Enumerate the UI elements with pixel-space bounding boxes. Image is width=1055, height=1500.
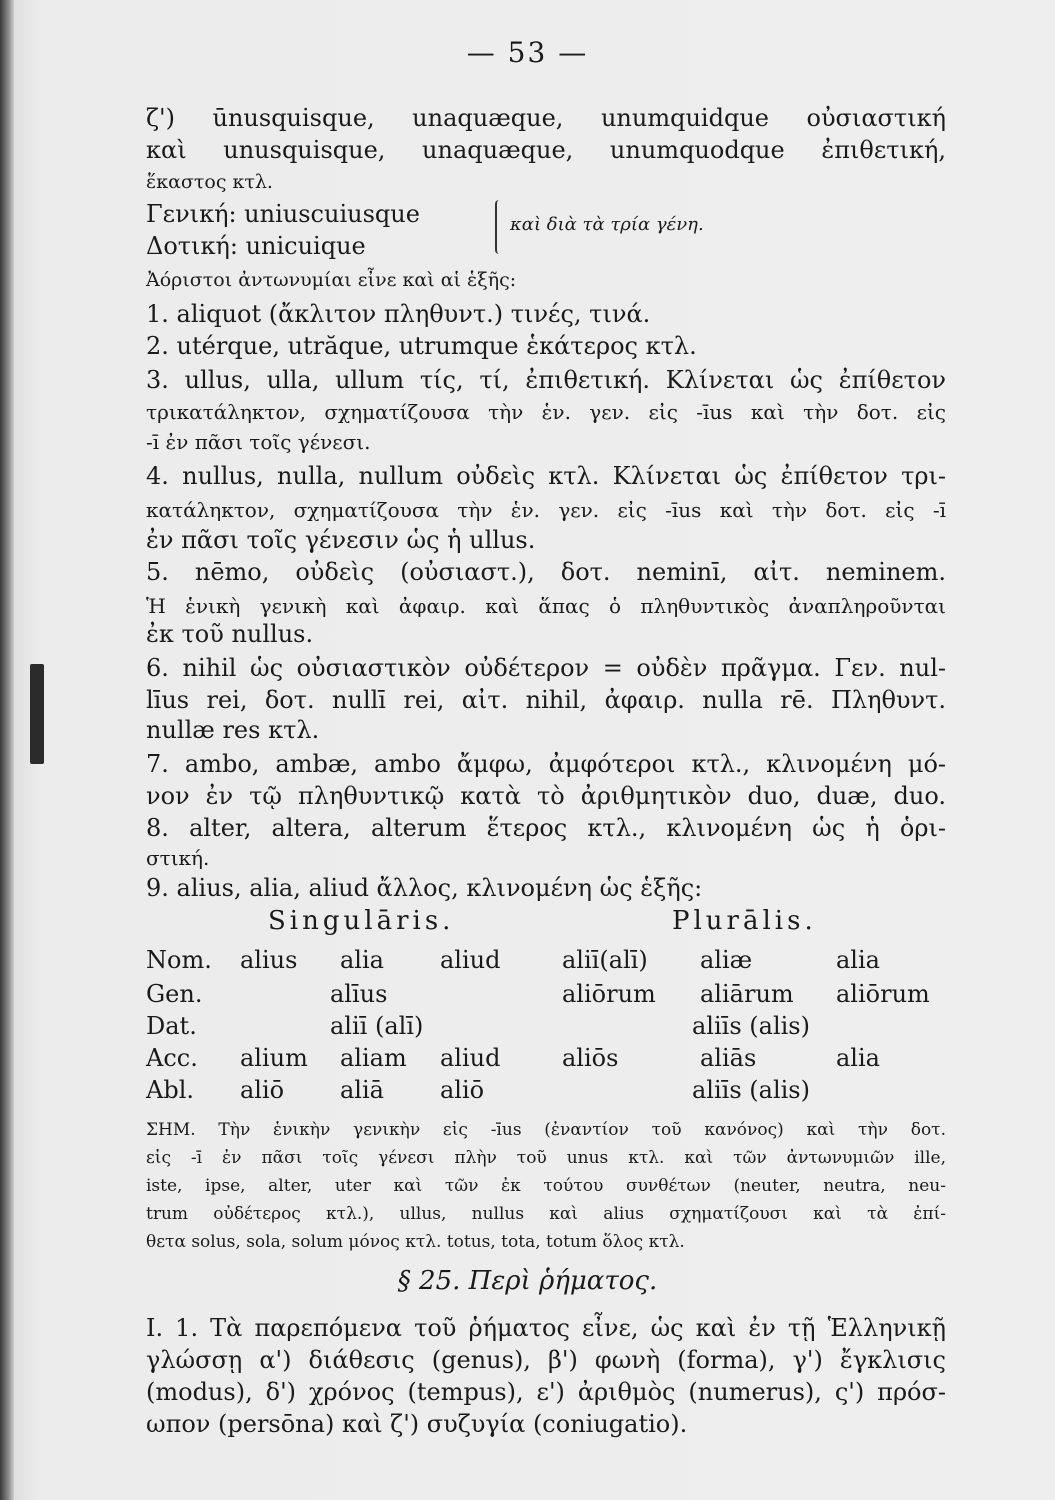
- table-cell: alia: [836, 1044, 880, 1072]
- table-cell: aliō: [240, 1076, 285, 1104]
- table-cell: aliōs: [562, 1044, 619, 1072]
- note-line: ΣΗΜ. Τὴν ἑνικὴν γενικὴν εἰς -īus (ἐναντίον τοῦ κανόνος) καὶ τὴν δοτ.: [146, 1120, 946, 1140]
- table-cell: alia: [836, 946, 880, 974]
- case-label: Acc.: [146, 1044, 198, 1072]
- note-line: iste, ipse, alter, uter καὶ τῶν ἐκ τούτου συνθέτων (neuter, neutra, neu-: [146, 1176, 946, 1196]
- list-item-6: 6. nihil ὡς οὐσιαστικὸν οὐδέτερον = οὐδὲν πρᾶγμα. Γεν. nul-: [146, 654, 946, 682]
- table-cell: alius: [240, 946, 298, 974]
- case-label: Gen.: [146, 980, 203, 1008]
- brace-bracket: [495, 200, 503, 254]
- table-cell: aliud: [440, 946, 501, 974]
- table-cell: alia: [340, 946, 384, 974]
- table-cell: aliīs (alis): [692, 1076, 810, 1104]
- section-title: § 25. Περὶ ῥήματος.: [397, 1266, 658, 1296]
- plural-header: Plurālis.: [672, 906, 817, 936]
- table-cell: aliī (alī): [330, 1012, 424, 1040]
- note-line: trum οὐδέτερος κτλ.), ullus, nullus καὶ alius σχηματίζουσι καὶ τὰ ἐπί-: [146, 1204, 946, 1224]
- list-item-8: 8. alter, altera, alterum ἕτερος κτλ., κλινομένη ὡς ἡ ὁρι-: [146, 814, 946, 842]
- text-line: στική.: [146, 846, 210, 870]
- note-line: εἰς -ī ἐν πᾶσι τοῖς γένεσι πλὴν τοῦ unus κτλ. καὶ τῶν ἀντωνυμιῶν ille,: [146, 1148, 946, 1168]
- table-cell: alium: [240, 1044, 308, 1072]
- text-line: Ἀόριστοι ἀντωνυμίαι εἶνε καὶ αἱ ἑξῆς:: [146, 269, 517, 291]
- table-cell: aliam: [340, 1044, 407, 1072]
- text-line: ἐκ τοῦ nullus.: [146, 620, 314, 648]
- text-line: nullæ res κτλ.: [146, 716, 320, 744]
- text-line: ωπον (persōna) καὶ ζ') συζυγία (coniugatio).: [146, 1410, 688, 1438]
- case-label: Dat.: [146, 1012, 197, 1040]
- binding-mark: [30, 664, 44, 764]
- table-cell: aliō: [440, 1076, 485, 1104]
- page-number: — 53 —: [466, 36, 589, 69]
- table-cell: aliās: [700, 1044, 757, 1072]
- text-line: (modus), δ') χρόνος (tempus), ε') ἀριθμὸς (numerus), ς') πρόσ-: [146, 1378, 946, 1406]
- text-line: Ἡ ἑνικὴ γενικὴ καὶ ἀφαιρ. καὶ ἅπας ὁ πληθυντικὸς ἀναπληροῦνται: [146, 594, 946, 618]
- note-line: θετα solus, sola, solum μόνος κτλ. totus, tota, totum ὅλος κτλ.: [146, 1232, 685, 1252]
- list-item-7: 7. ambo, ambæ, ambo ἄμφω, ἀμφότεροι κτλ., κλινομένη μό-: [146, 750, 946, 778]
- table-cell: aliā: [340, 1076, 384, 1104]
- text-line: ἕκαστος κτλ.: [146, 171, 273, 193]
- singular-header: Singulāris.: [268, 906, 455, 936]
- list-item-3: 3. ullus, ulla, ullum τίς, τί, ἐπιθετική. Κλίνεται ὡς ἐπίθετον: [146, 366, 946, 394]
- text-line: τρικατάληκτον, σχηματίζουσα τὴν ἑν. γεν. εἰς -īus καὶ τὴν δοτ. εἰς: [146, 400, 946, 424]
- text-line: ἐν πᾶσι τοῖς γένεσιν ὡς ἡ ullus.: [146, 526, 536, 554]
- list-item-5: 5. nēmo, οὐδεὶς (οὐσιαστ.), δοτ. neminī, αἰτ. neminem.: [146, 558, 946, 586]
- list-item-1: 1. aliquot (ἄκλιτον πληθυντ.) τινές, τινά.: [146, 300, 651, 328]
- table-cell: alīus: [330, 980, 388, 1008]
- table-cell: aliī(alī): [562, 946, 648, 974]
- table-cell: aliōrum: [562, 980, 656, 1008]
- brace-annotation: καὶ διὰ τὰ τρία γένη.: [510, 214, 704, 235]
- text-line: Δοτική: unicuique: [146, 232, 366, 260]
- text-line: I. 1. Τὰ παρεπόμενα τοῦ ῥήματος εἶνε, ὡς καὶ ἐν τῇ Ἑλληνικῇ: [146, 1314, 946, 1342]
- case-label: Nom.: [146, 946, 212, 974]
- text-line: νον ἐν τῷ πληθυντικῷ κατὰ τὸ ἀριθμητικὸν duo, duæ, duo.: [146, 782, 946, 810]
- table-cell: aliæ: [700, 946, 753, 974]
- text-line: γλώσσῃ α') διάθεσις (genus), β') φωνὴ (forma), γ') ἔγκλισις: [146, 1346, 946, 1374]
- text-line: καὶ unusquisque, unaquæque, unumquodque ἐπιθετική,: [146, 136, 946, 164]
- text-line: κατάληκτον, σχηματίζουσα τὴν ἑν. γεν. εἰς -īus καὶ τὴν δοτ. εἰς -ī: [146, 498, 946, 522]
- case-label: Abl.: [146, 1076, 194, 1104]
- text-line: -ī ἐν πᾶσι τοῖς γένεσι.: [146, 430, 371, 454]
- list-item-2: 2. utérque, utrăque, utrumque ἑκάτερος κτλ.: [146, 332, 697, 360]
- text-line: līus rei, δοτ. nullī rei, αἰτ. nihil, ἀφαιρ. nulla rē. Πληθυντ.: [146, 686, 946, 714]
- text-line: Γενική: uniuscuiusque: [146, 200, 420, 228]
- table-cell: aliārum: [700, 980, 794, 1008]
- table-cell: aliud: [440, 1044, 501, 1072]
- list-item-9: 9. alius, alia, aliud ἄλλος, κλινομένη ὡς ἑξῆς:: [146, 874, 703, 902]
- table-cell: aliīs (alis): [692, 1012, 810, 1040]
- table-cell: aliōrum: [836, 980, 930, 1008]
- text-line: ζ') ūnusquisque, unaquæque, unumquidque οὐσιαστική: [146, 104, 946, 132]
- list-item-4: 4. nullus, nulla, nullum οὐδεὶς κτλ. Κλίνεται ὡς ἐπίθετον τρι-: [146, 462, 946, 490]
